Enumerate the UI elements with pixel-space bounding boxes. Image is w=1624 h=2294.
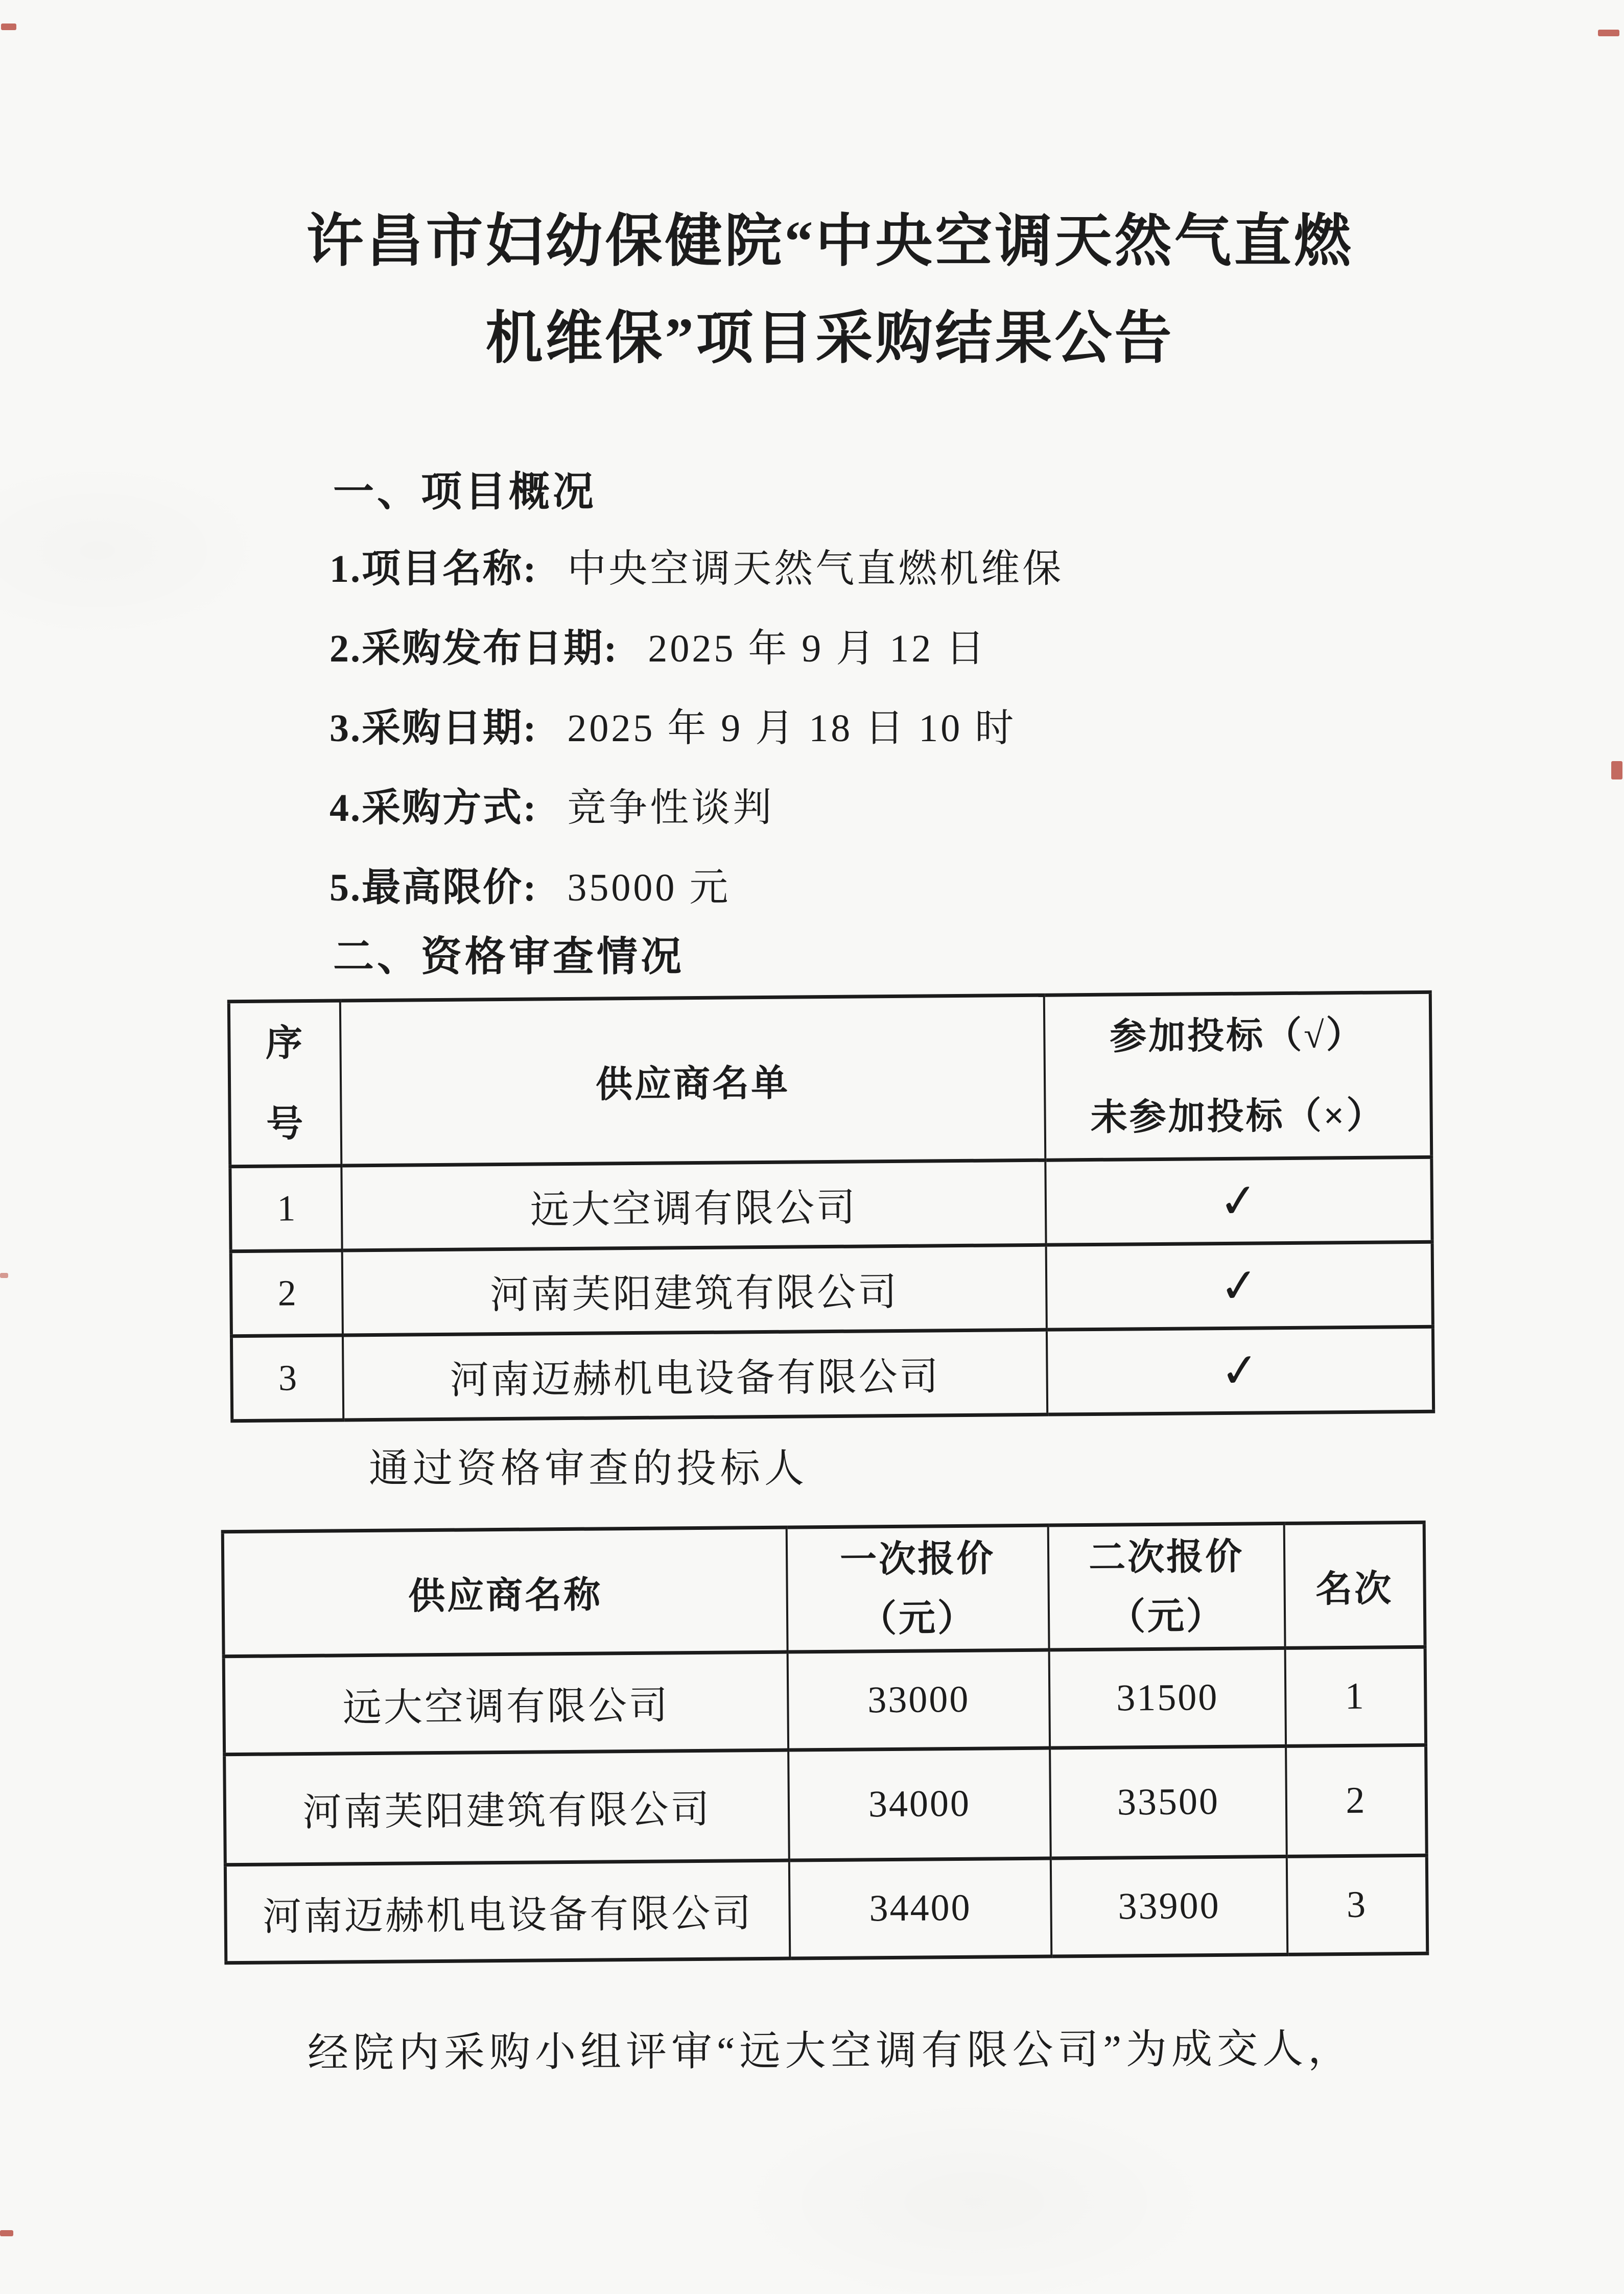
supplier-name: 河南芙阳建筑有限公司 [342,1245,1047,1335]
scan-artifact-mark [0,2230,13,2236]
section-2-heading: 二、资格审查情况 [333,934,685,979]
rank-column-header: 名次 [1284,1522,1425,1648]
item-value: 2025 年 9 月 12 日 [648,627,987,670]
row-number: 1 [230,1166,342,1251]
project-name-item [329,537,1064,593]
item-value: 35000 元 [567,866,731,909]
item-value: 中央空调天然气直燃机维保 [567,548,1064,590]
item-label: 5.最高限价: [329,866,538,909]
second-quote-header-line1: 二次报价 [1088,1536,1244,1578]
supplier-name: 河南芙阳建筑有限公司 [224,1750,789,1865]
second-quote-value: 31500 [1049,1648,1286,1748]
supplier-name: 远大空调有限公司 [224,1652,788,1755]
seq-column-header [229,1001,342,1167]
qualification-note: 通过资格审查的投标人 [369,1446,809,1491]
participation-cell [1046,1242,1433,1330]
procurement-date-item [329,697,1016,752]
closing-sentence: 经院内采购小组评审“远大空调有限公司”为成交人， [307,2026,1354,2076]
first-quote-value: 33000 [788,1650,1050,1750]
item-label: 2.采购发布日期: [329,627,619,670]
first-quote-value: 34400 [789,1858,1051,1958]
publish-date-item [329,617,987,673]
item-value: 竞争性谈判 [567,787,774,830]
item-label: 4.采购方式: [329,787,538,830]
scan-artifact-mark [1598,30,1619,36]
qualification-row [231,1242,1433,1336]
supplier-name: 河南迈赫机电设备有限公司 [225,1860,790,1963]
rank-value: 3 [1287,1855,1427,1954]
scan-artifact-mark [1,23,16,30]
result-row [224,1647,1426,1754]
participation-cell [1045,1157,1432,1245]
seq-header-line2: 号 [266,1103,305,1145]
result-row [225,1855,1427,1962]
second-quote-value: 33900 [1051,1856,1287,1956]
seq-header-line1: 序 [265,1023,305,1064]
item-value: 2025 年 9 月 18 日 10 时 [567,707,1017,750]
row-number: 3 [231,1335,343,1421]
procurement-method-item [329,776,774,832]
qualification-row [230,1157,1432,1251]
rank-value: 1 [1285,1647,1426,1746]
check-icon: ✓ [1218,1343,1262,1399]
scan-artifact-mark [0,1273,8,1278]
supplier-name: 河南迈赫机电设备有限公司 [343,1330,1047,1420]
section-1-heading: 一、项目概况 [333,469,597,514]
supplier-column-header: 供应商名称 [223,1527,788,1657]
supplier-list-column-header: 供应商名单 [340,995,1045,1166]
item-label: 1.项目名称: [329,548,538,590]
not-participated-label: 未参加投标（×） [1090,1095,1385,1139]
result-row [224,1745,1427,1864]
check-icon: ✓ [1217,1258,1261,1314]
participated-label: 参加投标（√） [1109,1014,1365,1057]
first-quote-header-line2: （元） [859,1597,977,1639]
title-line-2: 机维保”项目采购结果公告 [485,307,1174,370]
check-icon: ✓ [1217,1173,1260,1229]
first-quote-value: 34000 [788,1748,1051,1860]
second-quote-value: 33500 [1050,1746,1287,1858]
item-label: 3.采购日期: [329,707,538,750]
title-line-1: 许昌市妇幼保健院“中央空调天然气直燃 [306,210,1354,273]
qualification-table [227,990,1435,1423]
supplier-name: 远大空调有限公司 [341,1160,1046,1250]
price-limit-item [329,856,731,912]
scan-artifact-mark [1611,761,1622,779]
quotation-result-table [221,1521,1429,1965]
second-quote-column-header [1048,1523,1285,1650]
first-quote-column-header [787,1525,1049,1652]
second-quote-header-line2: （元） [1108,1595,1226,1638]
qualification-table-header-row [229,992,1431,1166]
first-quote-header-line1: 一次报价 [839,1538,996,1580]
qualification-row [231,1327,1433,1421]
result-table-header-row [223,1522,1425,1656]
document-title [0,193,1624,387]
rank-value: 2 [1286,1745,1427,1856]
row-number: 2 [231,1250,343,1336]
participation-column-header [1044,992,1432,1160]
participation-cell [1047,1327,1433,1414]
